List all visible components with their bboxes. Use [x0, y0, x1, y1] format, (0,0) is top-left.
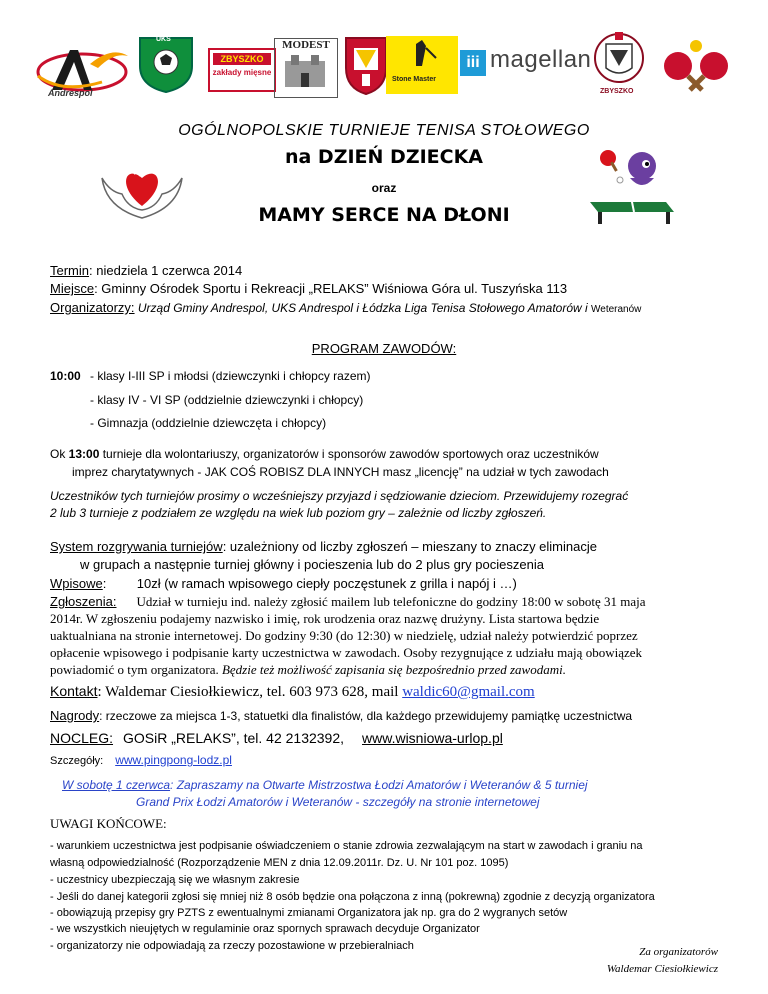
- zgloszenia-line-5: [50, 661, 566, 678]
- zgloszenia-line-3: uaktualniana na stronie internetowej. Do godziny 9:30 (do 12:30) w niedzielę, udział należy potwierdzić poprzez: [50, 628, 638, 643]
- saturday-text-1: : Zapraszamy na Otwarte Mistrzostwa Łodzi Amatorów i Weteranów & 5 turniej: [170, 778, 588, 792]
- stone-master-logo: [386, 36, 458, 94]
- andrespol-logo: [32, 42, 132, 102]
- system-line-2: w grupach a następnie turniej główny i pocieszenia lub do 2 plus gry pocieszenia: [80, 557, 544, 572]
- title-line-1: OGÓLNOPOLSKIE TURNIEJE TENISA STOŁOWEGO: [178, 122, 590, 139]
- org-label: Organizatorzy:: [50, 300, 135, 315]
- uwagi-item-1-cont: własną odpowiedzialność (Rozporządzenie MEN z dnia 12.09.2011r. Dz. U. Nr 101 poz. 1095): [50, 857, 509, 869]
- termin-value: : niedziela 1 czerwca 2014: [89, 263, 243, 278]
- termin-label: Termin: [50, 263, 90, 278]
- org-value: Urząd Gminy Andrespol, UKS Andrespol i Łódzka Liga Tenisa Stołowego Amatorów i: [134, 301, 591, 315]
- crossed-paddles-icon: [662, 36, 730, 96]
- magellan-logo-text: magellan: [490, 46, 592, 73]
- zgloszenia-text-5b: Będzie też możliwość zapisania się bezpośrednio przed zawodami.: [221, 662, 566, 677]
- system-label: System rozgrywania turniejów: [50, 539, 223, 554]
- wpisowe-value: 10zł (w ramach wpisowego ciepły poczęstunek z grilla i napój i …): [136, 576, 517, 591]
- stone-master-logo-text: Stone Master: [392, 76, 436, 83]
- kontakt-email-link[interactable]: waldic60@gmail.com: [402, 684, 535, 700]
- modest-logo: [274, 38, 338, 98]
- organizatorzy-line: [50, 299, 641, 318]
- uwagi-item-2: - uczestnicy ubezpieczają się we własnym zakresie: [50, 874, 300, 886]
- signature-line-1: Za organizatorów: [639, 946, 718, 958]
- zgloszenia-label: Zgłoszenia:: [50, 594, 117, 609]
- uwagi-item-4: - obowiązują przepisy gry PZTS z ewentualnymi zmianami Organizatora jak np. gra do 2 wygranych setów: [50, 907, 568, 919]
- program-heading: PROGRAM ZAWODÓW:: [311, 341, 457, 356]
- system-line-1: [50, 538, 597, 555]
- coat-of-arms-logo: [342, 34, 390, 96]
- title-line-3: MAMY SERCE NA DŁONI: [258, 204, 510, 226]
- uwagi-item-5: - we wszystkich nieujętych w regulaminie oraz spornych sprawach decyduje Organizator: [50, 923, 480, 935]
- nocleg-line: [50, 730, 503, 747]
- szczegoly-label: Szczegóły:: [50, 755, 104, 767]
- nocleg-link[interactable]: www.wisniowa-urlop.pl: [362, 730, 503, 746]
- program-time: 10:00: [50, 369, 81, 383]
- system-text-1: : uzależniony od liczby zgłoszeń – mieszany to znaczy eliminacje: [222, 539, 597, 554]
- zgloszenia-line-4: opłacenie wpisowego i podpisanie karty uczestnictwa w zawodach. Osoby rezygnujące z udziału mają obowiązek: [50, 645, 643, 660]
- wpisowe-line: Wpisowe: 10zł (w ramach wpisowego ciepły poczęstunek z grilla i napój i …): [50, 576, 517, 591]
- uks-logo: [134, 32, 198, 94]
- nagrody-label: Nagrody: [50, 708, 100, 723]
- title-oraz: oraz: [371, 181, 397, 195]
- miejsce-label: Miejsce: [50, 281, 95, 296]
- org-tail: Weteranów: [591, 304, 642, 315]
- uwagi-item-3: - Jeśli do danej kategorii zgłosi się mniej niż 8 osób będzie ona połączona z inną (pokrewną) zgodnie z decyzją organizatora: [50, 891, 655, 903]
- miejsce-line: [50, 280, 567, 297]
- uwagi-item-6: - organizatorzy nie odpowiadają za rzeczy pozostawione w przebieralniach: [50, 940, 414, 952]
- nagrody-line: [50, 707, 632, 725]
- note-line-1: Uczestników tych turniejów prosimy o wcześniejszy przyjazd i sędziowanie dzieciom. Przewidujemy rozegrać: [50, 489, 629, 503]
- program-item-1: - klasy I-III SP i młodsi (dziewczynki i chłopcy razem): [90, 369, 371, 383]
- nocleg-value: GOSiR „RELAKS”, tel. 42 2132392,: [123, 730, 345, 746]
- ok-time: 13:00: [68, 447, 100, 461]
- saturday-label: W sobotę 1 czerwca: [62, 778, 171, 792]
- andrespol-logo-text: Andrespol: [48, 88, 93, 98]
- zbyszko-logo-text: ZBYSZKO: [213, 53, 271, 65]
- termin-line: [50, 262, 242, 279]
- karczma-crest-logo: [586, 30, 652, 100]
- kontakt-line: [50, 683, 535, 701]
- uks-logo-text: UKS: [156, 36, 171, 43]
- magellan-icon: iii: [460, 50, 486, 76]
- magellan-logo: [460, 46, 592, 86]
- note-line-2: 2 lub 3 turnieje z podziałem ze względu na wiek lub poziom gry – zależnie od liczby zgłoszeń.: [50, 506, 547, 520]
- szczegoly-line: [50, 752, 232, 770]
- zgloszenia-text-5a: powiadomić o tym organizatora.: [50, 662, 222, 677]
- saturday-line-1: [62, 777, 588, 794]
- saturday-line-2: Grand Prix Łodzi Amatorów i Weteranów - szczegóły na stronie internetowej: [136, 795, 540, 809]
- zgloszenia-line-2: 2014r. W zgłoszeniu podajemy nazwisko i imię, rok urodzenia oraz nazwę drużyny. Lista startowa będzie: [50, 611, 600, 626]
- sponsor-logos: [30, 30, 750, 105]
- ok-prefix: Ok: [50, 447, 69, 461]
- uwagi-heading: UWAGI KOŃCOWE:: [50, 816, 167, 831]
- program-item-3: - Gimnazja (oddzielnie dziewczęta i chłopcy): [90, 416, 327, 430]
- zgloszenia-text-1: Udział w turnieju ind. należy zgłosić mailem lub telefoniczne do godziny 18:00 w sobotę 31 maja: [136, 594, 646, 609]
- miejsce-value: : Gminny Ośrodek Sportu i Rekreacji „RELAKS” Wiśniowa Góra ul. Tuszyńska 113: [94, 281, 568, 296]
- modest-logo-text: MODEST: [282, 39, 330, 51]
- zbyszko-logo: [208, 48, 276, 92]
- program-item-2: - klasy IV - VI SP (oddzielnie dziewczynki i chłopcy): [90, 393, 364, 407]
- ok-line-1: [50, 446, 599, 463]
- nagrody-value: : rzeczowe za miejsca 1-3, statuetki dla finalistów, dla każdego przewidujemy pamiątkę uczestnictwa: [99, 709, 633, 723]
- ok-line-2: imprez charytatywnych - JAK COŚ ROBISZ DLA INNYCH masz „licencję” na udział w tych zawodach: [72, 465, 609, 479]
- karczma-logo-text: ZBYSZKO: [600, 88, 634, 95]
- szczegoly-link[interactable]: www.pingpong-lodz.pl: [115, 753, 232, 767]
- signature-line-2: Waldemar Ciesiołkiewicz: [606, 963, 718, 975]
- title-line-2: na DZIEŃ DZIECKA: [284, 146, 484, 168]
- zbyszko-logo-subtext: zakłady mięsne: [212, 68, 272, 77]
- ok-text-1: turnieje dla wolontariuszy, organizatorów i sponsorów zawodów sportowych oraz uczestników: [99, 447, 599, 461]
- kontakt-label: Kontakt: [50, 683, 98, 699]
- nocleg-label: NOCLEG:: [50, 730, 114, 746]
- wpisowe-label: Wpisowe: [50, 576, 103, 591]
- kontakt-value: : Waldemar Ciesiołkiewicz, tel. 603 973 628, mail: [97, 684, 403, 700]
- uwagi-item-1: - warunkiem uczestnictwa jest podpisanie oświadczeniem o stanie zdrowia zezwalającym na start w zawodach i graniu na: [50, 840, 643, 852]
- zgloszenia-line-1: [50, 593, 646, 611]
